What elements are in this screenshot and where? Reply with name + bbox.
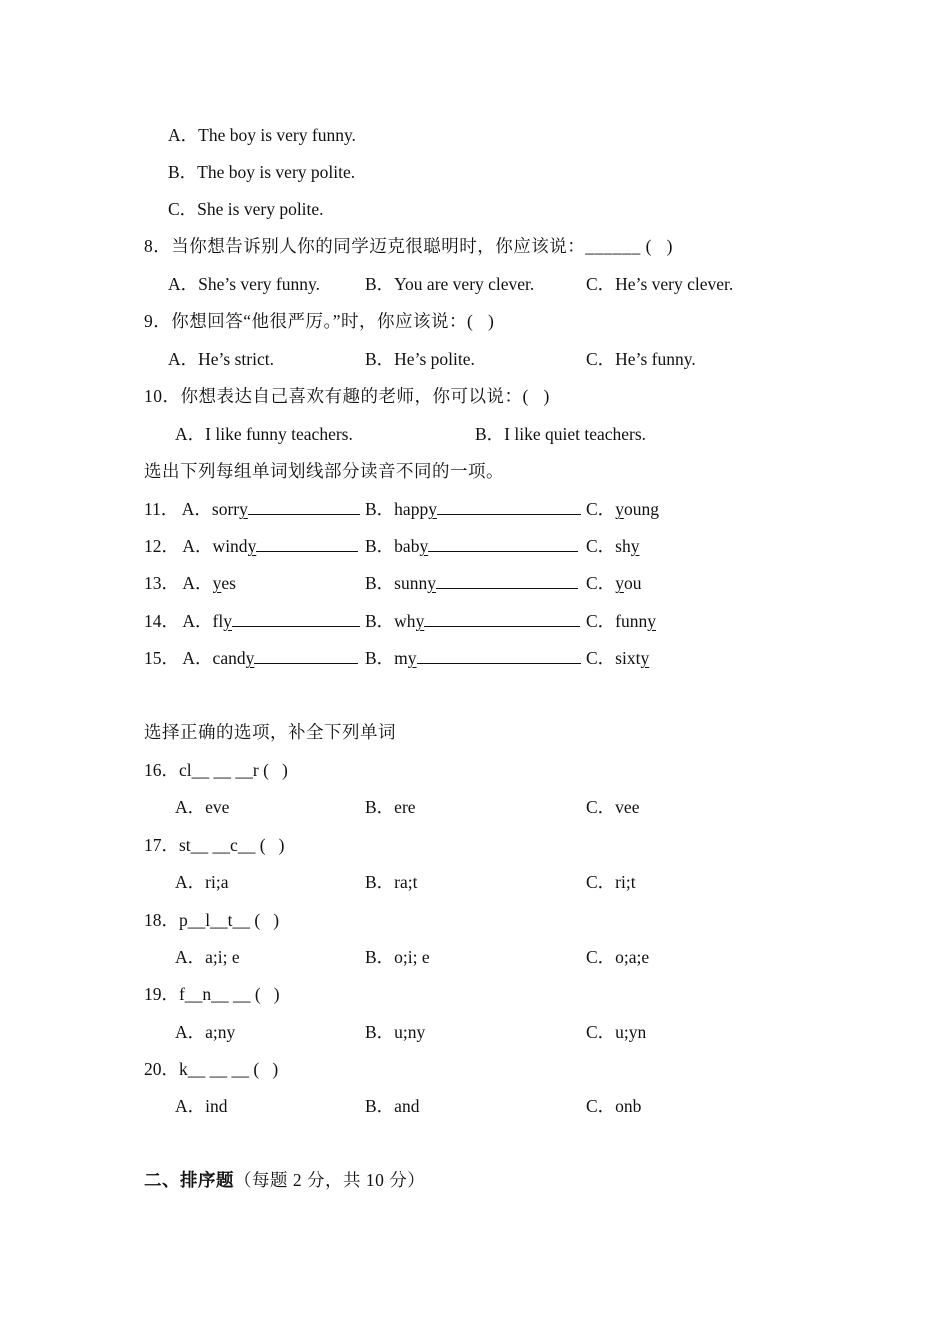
fill-question-16: 16．cl__ __ __r ( ) — [144, 760, 288, 780]
section-pronunciation-title: 选出下列每组单词划线部分读音不同的一项。 — [144, 461, 504, 481]
q9-text: 9．你想回答“他很严厉。”时，你应该说：( ) — [144, 311, 495, 331]
fill-18-option-a: A．a;i; e — [175, 947, 240, 967]
q9-option-a: A．He’s strict. — [168, 349, 274, 369]
underlined-letter: y — [647, 611, 656, 631]
underlined-letter: y — [419, 536, 429, 556]
section-2-heading — [144, 1169, 425, 1191]
option-a-prefix: A．cand — [182, 648, 246, 668]
fill-19-option-a: A．a;ny — [175, 1022, 236, 1042]
q10-option-b: B．I like quiet teachers. — [475, 424, 647, 444]
answer-blank — [437, 498, 581, 515]
q10-option-a: A．I like funny teachers. — [175, 424, 353, 444]
pron-row-c — [586, 572, 641, 594]
option-c-prefix: C． — [586, 499, 616, 519]
pron-row — [144, 647, 358, 669]
option-a-prefix: A．wind — [182, 536, 248, 556]
answer-blank — [248, 498, 360, 515]
underlined-letter: y — [428, 499, 437, 519]
option-a-prefix: A．fl — [182, 611, 224, 631]
answer-blank — [428, 535, 578, 552]
option-b-prefix: B．happ — [365, 499, 429, 519]
option-c-prefix: C．funn — [586, 611, 648, 631]
question-number: 14． — [144, 611, 179, 631]
section-fill-title: 选择正确的选项，补全下列单词 — [144, 722, 396, 742]
fill-question-19: 19．f__n__ __ ( ) — [144, 984, 280, 1004]
underlined-letter: y — [407, 648, 417, 668]
q10-text: 10．你想表达自己喜欢有趣的老师，你可以说：( ) — [144, 386, 550, 406]
option-a-suffix: es — [221, 573, 236, 593]
fill-16-option-a: A．eve — [175, 797, 230, 817]
pron-row-b — [365, 498, 581, 520]
q8-text: 8．当你想告诉别人你的同学迈克很聪明时，你应该说：______ ( ) — [144, 236, 673, 256]
pron-row-b — [365, 572, 578, 594]
question-number: 12． — [144, 536, 179, 556]
pron-row-b — [365, 535, 578, 557]
underlined-letter: y — [239, 499, 248, 519]
underlined-letter: y — [427, 573, 436, 593]
answer-blank — [254, 647, 358, 664]
q8-option-a: A．She’s very funny. — [168, 274, 320, 294]
fill-question-18: 18．p__l__t__ ( ) — [144, 910, 280, 930]
option-b-prefix: B．bab — [365, 536, 420, 556]
pron-row-c — [586, 610, 656, 632]
underlined-letter: y — [415, 611, 425, 631]
option-b-prefix: B．sunn — [365, 573, 428, 593]
option-c-prefix: C．sh — [586, 536, 631, 556]
option-a-prefix: A． — [182, 573, 213, 593]
option-c-suffix: oung — [623, 499, 659, 519]
fill-17-option-b: B．ra;t — [365, 872, 418, 892]
fill-question-17: 17．st__ __c__ ( ) — [144, 835, 285, 855]
option-b-prefix: B．m — [365, 648, 408, 668]
fill-20-option-b: B．and — [365, 1096, 420, 1116]
question-number: 11． — [144, 499, 179, 519]
q7-option-b: B．The boy is very polite. — [168, 162, 356, 182]
option-b-prefix: B．wh — [365, 611, 416, 631]
question-number: 13． — [144, 573, 179, 593]
fill-20-option-a: A．ind — [175, 1096, 228, 1116]
option-c-suffix: ou — [623, 573, 642, 593]
pron-row-c — [586, 498, 659, 520]
answer-blank — [417, 647, 581, 664]
section-2-title: 二、排序题 — [144, 1170, 234, 1190]
underlined-letter: y — [212, 573, 222, 593]
fill-19-option-c: C．u;yn — [586, 1022, 647, 1042]
pron-row-b — [365, 610, 580, 632]
q8-option-b: B．You are very clever. — [365, 274, 535, 294]
fill-17-option-c: C．ri;t — [586, 872, 636, 892]
answer-blank — [232, 610, 360, 627]
option-c-prefix: C． — [586, 573, 616, 593]
underlined-letter: y — [630, 536, 640, 556]
pron-row — [144, 498, 360, 520]
option-c-prefix: C．sixt — [586, 648, 641, 668]
section-2-note: （每题 2 分，共 10 分） — [234, 1170, 426, 1190]
fill-20-option-c: C．onb — [586, 1096, 642, 1116]
fill-17-option-a: A．ri;a — [175, 872, 229, 892]
pron-row-c — [586, 647, 649, 669]
answer-blank — [424, 610, 580, 627]
fill-16-option-c: C．vee — [586, 797, 640, 817]
pron-row — [144, 572, 236, 594]
option-a-prefix: A．sorr — [181, 499, 240, 519]
underlined-letter: y — [640, 648, 650, 668]
underlined-letter: y — [247, 536, 257, 556]
pron-row-c — [586, 535, 639, 557]
underlined-letter: y — [223, 611, 232, 631]
pron-row-b — [365, 647, 581, 669]
fill-question-20: 20．k__ __ __ ( ) — [144, 1059, 279, 1079]
fill-18-option-c: C．o;a;e — [586, 947, 650, 967]
fill-18-option-b: B．o;i; e — [365, 947, 430, 967]
underlined-letter: y — [245, 648, 255, 668]
q7-option-a: A．The boy is very funny. — [168, 125, 356, 145]
answer-blank — [256, 535, 358, 552]
underlined-letter: y — [615, 573, 624, 593]
fill-16-option-b: B．ere — [365, 797, 416, 817]
q8-option-c: C．He’s very clever. — [586, 274, 734, 294]
pron-row — [144, 610, 360, 632]
question-number: 15． — [144, 648, 179, 668]
underlined-letter: y — [615, 499, 624, 519]
pron-row — [144, 535, 358, 557]
q9-option-b: B．He’s polite. — [365, 349, 475, 369]
fill-19-option-b: B．u;ny — [365, 1022, 426, 1042]
q9-option-c: C．He’s funny. — [586, 349, 696, 369]
answer-blank — [436, 572, 578, 589]
q7-option-c: C．She is very polite. — [168, 199, 324, 219]
